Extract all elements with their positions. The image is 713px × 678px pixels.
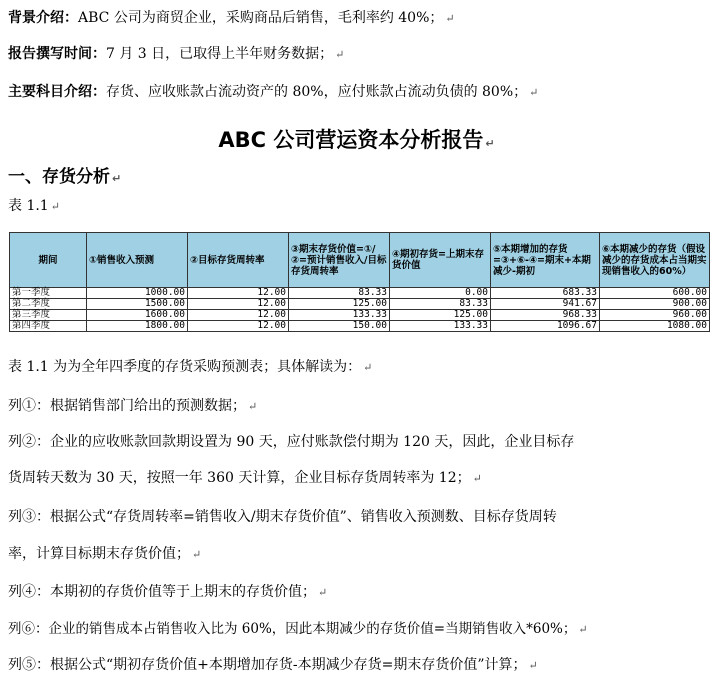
- table-caption: [8, 197, 60, 216]
- column-header: ①销售收入预测: [87, 233, 188, 288]
- table-header-row: [10, 233, 710, 288]
- paragraph-mark-icon: ↵: [528, 659, 538, 672]
- table-cell: 1096.67: [491, 321, 600, 332]
- table-row: [10, 321, 710, 332]
- table-row: [10, 288, 710, 299]
- body-paragraph: [8, 656, 538, 675]
- body-paragraph: [8, 397, 257, 416]
- body-paragraph: [8, 469, 482, 488]
- intro-subjects: [8, 83, 538, 102]
- table-row: [10, 310, 710, 321]
- table-cell: 1000.00: [87, 288, 188, 299]
- subjects-text: 存货、应收账款占流动资产的 80%，应付账款占流动负债的 80%；: [106, 84, 528, 100]
- table-cell: 12.00: [188, 321, 289, 332]
- table-cell: 600.00: [600, 288, 710, 299]
- table-caption-text: 表 1.1: [8, 198, 49, 214]
- paragraph-text: 表 1.1 为为全年四季度的存货采购预测表；具体解读为：: [8, 359, 362, 375]
- paragraph-mark-icon: ↵: [192, 548, 202, 561]
- table-cell: 第四季度: [10, 321, 87, 332]
- paragraph-text: 列②：企业的应收账款回款期设置为 90 天，应付账款偿付期为 120 天，因此，企业目标存: [8, 434, 575, 450]
- inventory-table: [9, 232, 710, 332]
- paragraph-mark-icon: ↵: [112, 172, 122, 185]
- section-heading: [8, 162, 121, 187]
- table-cell: 83.33: [289, 288, 390, 299]
- body-paragraph: [8, 508, 557, 526]
- table-cell: 133.33: [390, 321, 491, 332]
- paragraph-text: 列③：根据公式“存货周转率=销售收入/期末存货价值”、销售收入预测数、目标存货周转: [8, 509, 557, 525]
- table-cell: 1500.00: [87, 299, 188, 310]
- paragraph-text: 货周转天数为 30 天，按照一年 360 天计算，企业目标存货周转率为 12；: [8, 470, 471, 486]
- table-cell: 683.33: [491, 288, 600, 299]
- table-cell: 1080.00: [600, 321, 710, 332]
- table-cell: 133.33: [289, 310, 390, 321]
- body-paragraph: [8, 545, 201, 564]
- table-cell: 第一季度: [10, 288, 87, 299]
- table-cell: 125.00: [390, 310, 491, 321]
- subjects-label: 主要科目介绍：: [8, 84, 106, 100]
- report-title: [0, 124, 713, 154]
- table-cell: 83.33: [390, 299, 491, 310]
- report-title-text: ABC 公司营运资本分析报告: [218, 128, 484, 152]
- paragraph-mark-icon: ↵: [529, 86, 539, 99]
- paragraph-mark-icon: ↵: [248, 400, 258, 413]
- column-header: ④期初存货=上期末存货价值: [390, 233, 491, 288]
- table-cell: 968.33: [491, 310, 600, 321]
- paragraph-text: 列④：本期初的存货价值等于上期末的存货价值；: [8, 584, 316, 600]
- paragraph-text: 列⑤：根据公式“期初存货价值+本期增加存货-本期减少存货=期末存货价值”计算；: [8, 657, 527, 673]
- table-cell: 941.67: [491, 299, 600, 310]
- table-cell: 960.00: [600, 310, 710, 321]
- body-paragraph: [8, 620, 588, 639]
- paragraph-text: 列①：根据销售部门给出的预测数据；: [8, 398, 246, 414]
- table-cell: 12.00: [188, 288, 289, 299]
- paragraph-text: 率，计算目标期末存货价值；: [8, 546, 190, 562]
- column-header: ②目标存货周转率: [188, 233, 289, 288]
- table-cell: 第三季度: [10, 310, 87, 321]
- time-text: 7 月 3 日，已取得上半年财务数据；: [106, 46, 334, 62]
- paragraph-mark-icon: ↵: [472, 472, 482, 485]
- paragraph-mark-icon: ↵: [485, 137, 495, 150]
- paragraph-mark-icon: ↵: [578, 623, 588, 636]
- table-row: [10, 299, 710, 310]
- body-paragraph: [8, 583, 327, 602]
- column-header: ③期末存货价值=①/②=预计销售收入/目标存货周转率: [289, 233, 390, 288]
- table-cell: 900.00: [600, 299, 710, 310]
- intro-time: [8, 45, 344, 64]
- table-cell: 1600.00: [87, 310, 188, 321]
- paragraph-mark-icon: ↵: [50, 200, 60, 213]
- table-cell: 125.00: [289, 299, 390, 310]
- table-cell: 0.00: [390, 288, 491, 299]
- table-cell: 1800.00: [87, 321, 188, 332]
- column-header: 期间: [10, 233, 87, 288]
- table-cell: 12.00: [188, 310, 289, 321]
- intro-background: [8, 9, 455, 28]
- paragraph-mark-icon: ↵: [335, 48, 345, 61]
- paragraph-text: 列⑥：企业的销售成本占销售收入比为 60%，因此本期减少的存货价值=当期销售收入*60%；: [8, 621, 577, 637]
- background-label: 背景介绍：: [8, 10, 78, 26]
- body-paragraph: [8, 433, 574, 451]
- table-cell: 150.00: [289, 321, 390, 332]
- column-header: ⑤本期增加的存货=③+⑥-④=期末+本期减少-期初: [491, 233, 600, 288]
- paragraph-mark-icon: ↵: [363, 361, 373, 374]
- column-header: ⑥本期减少的存货（假设减少的存货成本占当期实现销售收入的60%）: [600, 233, 710, 288]
- section-heading-text: 一、存货分析: [8, 167, 110, 187]
- body-paragraph: [8, 358, 372, 377]
- table-cell: 12.00: [188, 299, 289, 310]
- table-cell: 第二季度: [10, 299, 87, 310]
- paragraph-mark-icon: ↵: [318, 586, 328, 599]
- paragraph-mark-icon: ↵: [445, 12, 455, 25]
- time-label: 报告撰写时间：: [8, 46, 106, 62]
- background-text: ABC 公司为商贸企业，采购商品后销售，毛利率约 40%；: [78, 10, 444, 26]
